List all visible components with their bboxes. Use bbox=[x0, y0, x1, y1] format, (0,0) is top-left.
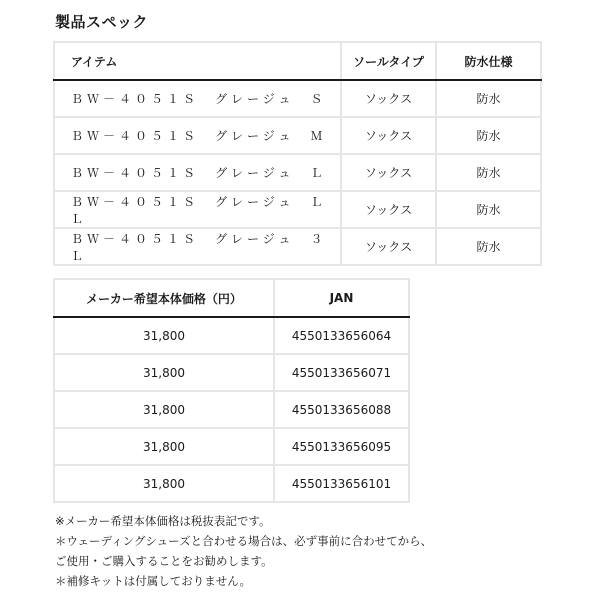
price-cell: 31,800 bbox=[54, 317, 274, 354]
table-row bbox=[54, 428, 409, 465]
jan-cell: 4550133656064 bbox=[274, 317, 409, 354]
table-row bbox=[54, 80, 541, 117]
sole-cell: ソックス bbox=[341, 228, 436, 265]
price-table bbox=[53, 278, 410, 503]
table-row bbox=[54, 228, 541, 265]
note-tax: ※メーカー希望本体価格は税抜表記です。 bbox=[55, 514, 271, 528]
jan-cell: 4550133656071 bbox=[274, 354, 409, 391]
price-cell: 31,800 bbox=[54, 354, 274, 391]
header-price: メーカー希望本体価格（円） bbox=[54, 279, 274, 317]
item-cell: ＢＷ－４０５１Ｓ グレージュ Ｌ bbox=[54, 154, 341, 191]
note-recommendation: ご使用・ご購入することをお勧めします。 bbox=[55, 554, 273, 568]
sole-cell: ソックス bbox=[341, 154, 436, 191]
price-cell: 31,800 bbox=[54, 465, 274, 502]
table-row bbox=[54, 391, 409, 428]
item-cell: ＢＷ－４０５１Ｓ グレージュ ＬＬ bbox=[54, 191, 341, 228]
waterproof-cell: 防水 bbox=[436, 191, 541, 228]
waterproof-cell: 防水 bbox=[436, 117, 541, 154]
price-cell: 31,800 bbox=[54, 428, 274, 465]
item-cell: ＢＷ－４０５１Ｓ グレージュ ３Ｌ bbox=[54, 228, 341, 265]
table-row bbox=[54, 465, 409, 502]
table-row bbox=[54, 117, 541, 154]
item-cell: ＢＷ－４０５１Ｓ グレージュ Ｍ bbox=[54, 117, 341, 154]
spec-table bbox=[53, 41, 542, 266]
header-waterproof: 防水仕様 bbox=[436, 42, 541, 80]
table-row bbox=[54, 354, 409, 391]
section-title: 製品スペック bbox=[55, 13, 149, 31]
jan-cell: 4550133656101 bbox=[274, 465, 409, 502]
waterproof-cell: 防水 bbox=[436, 154, 541, 191]
price-table-header-row bbox=[54, 279, 409, 317]
note-repair-kit: ＊補修キットは付属しておりません。 bbox=[55, 574, 251, 588]
price-cell: 31,800 bbox=[54, 391, 274, 428]
note-wading-shoes: ＊ウェーディングシューズと合わせる場合は、必ず事前に合わせてから、 bbox=[55, 534, 433, 548]
jan-cell: 4550133656088 bbox=[274, 391, 409, 428]
item-cell: ＢＷ－４０５１Ｓ グレージュ Ｓ bbox=[54, 80, 341, 117]
jan-cell: 4550133656095 bbox=[274, 428, 409, 465]
table-row bbox=[54, 317, 409, 354]
waterproof-cell: 防水 bbox=[436, 228, 541, 265]
sole-cell: ソックス bbox=[341, 117, 436, 154]
header-sole-type: ソールタイプ bbox=[341, 42, 436, 80]
header-jan: JAN bbox=[274, 279, 409, 317]
notes bbox=[55, 511, 432, 591]
spec-table-header-row bbox=[54, 42, 541, 80]
table-row bbox=[54, 154, 541, 191]
header-item: アイテム bbox=[54, 42, 341, 80]
sole-cell: ソックス bbox=[341, 80, 436, 117]
waterproof-cell: 防水 bbox=[436, 80, 541, 117]
table-row bbox=[54, 191, 541, 228]
sole-cell: ソックス bbox=[341, 191, 436, 228]
